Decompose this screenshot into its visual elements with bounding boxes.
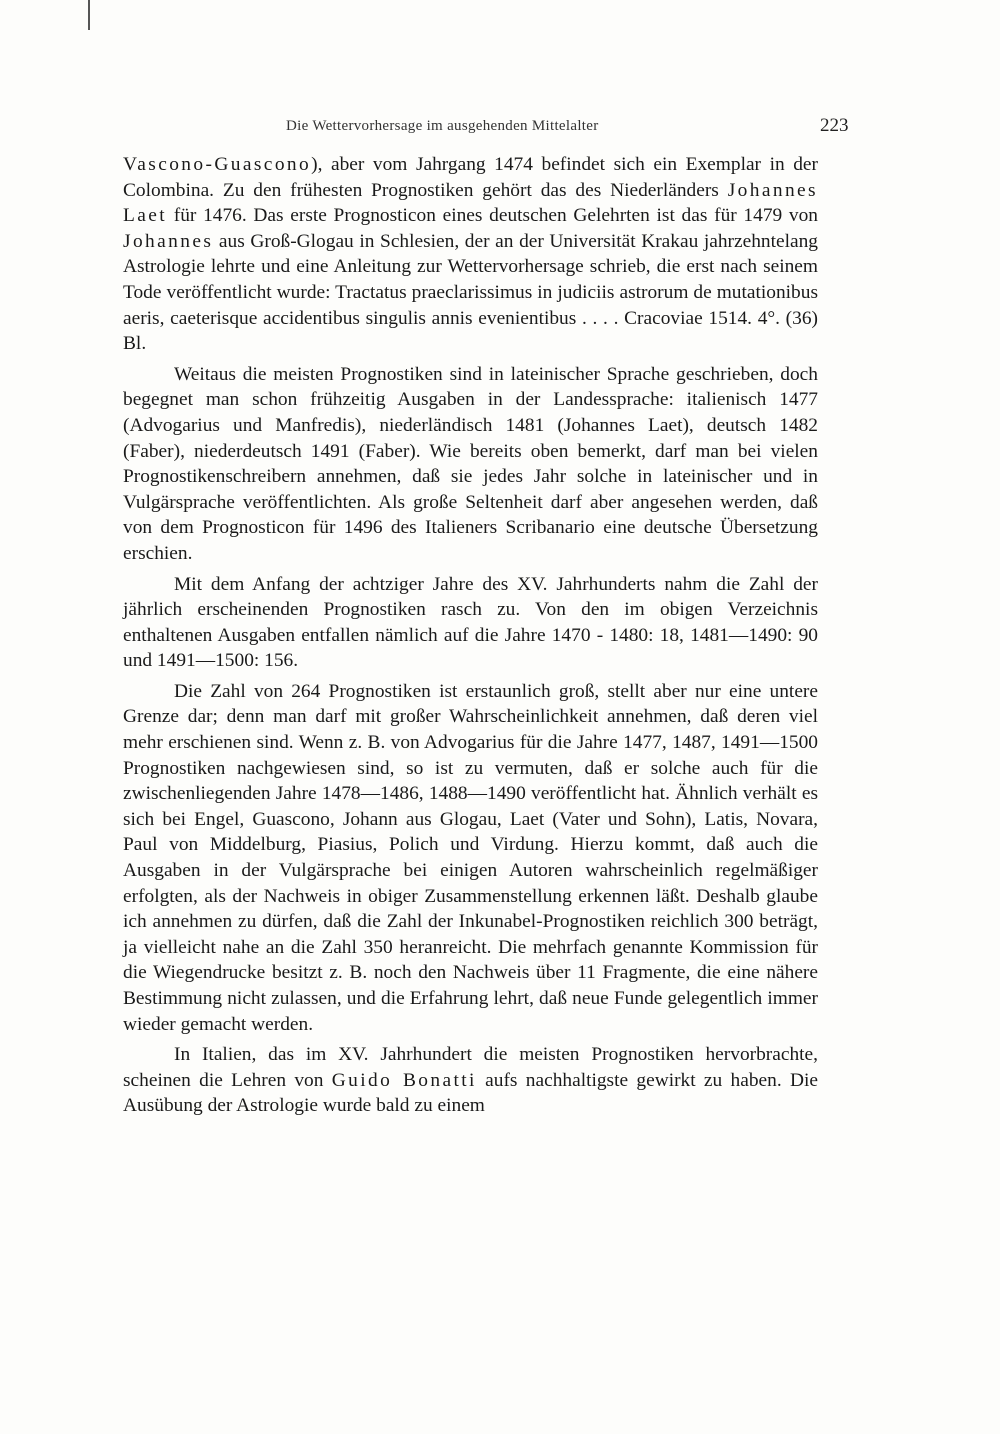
running-header: Die Wettervorhersage im ausgehenden Mittelalter (286, 118, 599, 134)
spaced-name: Johannes (123, 230, 214, 252)
page-number: 223 (820, 115, 849, 136)
paragraph (123, 572, 818, 674)
text-run: Mit dem Anfang der achtziger Jahre des XV. Jahrhunderts nahm die Zahl der jährlich erscheinenden Prognostiken rasch zu. Von den im obigen Verzeichnis enthaltenen Ausgaben entfallen nämlich auf die Jahre 1470 - 1480: 18, 1481—1490: 90 und 1491—1500: 156. (123, 573, 818, 672)
paragraph (123, 1042, 818, 1119)
text-run: aus Groß-Glogau in Schlesien, der an der Universität Krakau jahrzehntelang Astrologie lehrte und eine Anleitung zur Wettervorhersage schrieb, die erst nach seinem Tode veröffentlicht wurde: Tractatus praeclarissimus in judiciis astrorum de mutationibus aeris, caeterisque accidentibus singulis annis evenientibus . . . . Cracoviae 1514. 4°. (36) Bl. (123, 230, 818, 355)
text-run: In Italien, das im XV. Jahrhundert die meisten Prognostiken hervorbrachte, scheinen die Lehren von (123, 1044, 818, 1091)
paragraph (123, 152, 818, 357)
spaced-name: Vascono-Guascono (123, 154, 312, 175)
body-text (123, 152, 818, 1124)
text-run: ), aber vom Jahrgang 1474 befindet sich ein Exemplar in der Colombina. Zu den frühesten Prognostiken gehört das des Niederländers (123, 154, 818, 201)
paragraph (123, 679, 818, 1037)
spaced-name: Guido Bonatti (331, 1069, 477, 1091)
page-edge-mark (88, 0, 90, 30)
paragraph (123, 362, 818, 567)
text-run: aufs nachhaltigste gewirkt zu haben. Die Ausübung der Astrologie wurde bald zu einem (123, 1069, 819, 1117)
text-run: Die Zahl von 264 Prognostiken ist erstaunlich groß, stellt aber nur eine untere Grenze dar; denn man darf mit großer Wahrscheinlichkeit annehmen, daß deren viel mehr erschienen sind. Wenn z. B. von Advogarius für die Jahre 1477, 1487, 1491—1500 Prognostiken nachgewiesen sind, so ist zu vermuten, daß er solche auch für die zwischenliegenden Jahre 1478—1486, 1488—1490 veröffentlicht hat. Ähnlich verhält es sich bei Engel, Guascono, Johann aus Glogau, Laet (Vater und Sohn), Latis, Novara, Paul von Middelburg, Piasius, Polich und Virdung. Hierzu kommt, daß auch die Ausgaben in der Vulgärsprache bei einigen Autoren wahrscheinlich regelmäßiger erfolgten, als der Nachweis in obiger Zusammenstellung erkennen läßt. Deshalb glaube ich annehmen zu dürfen, daß die Zahl der Inkunabel-Prognostiken reichlich 300 beträgt, ja vielleicht nahe an die Zahl 350 heranreicht. Die mehrfach genannte Kommission für die Wiegendrucke besitzt z. B. noch den Nachweis über 11 Fragmente, die eine nähere Bestimmung nicht zulassen, und die Erfahrung lehrt, daß neue Funde gelegentlich immer wieder gemacht werden. (123, 680, 818, 1035)
text-run: für 1476. Das erste Prognosticon eines deutschen Gelehrten ist das für 1479 von (167, 205, 818, 227)
spaced-name: Johannes Laet (123, 179, 818, 227)
text-run: Weitaus die meisten Prognostiken sind in lateinischer Sprache geschrieben, doch begegnet man schon frühzeitig Ausgaben in der Landessprache: italienisch 1477 (Advogarius und Manfredis), niederländisch 1481 (Johannes Laet), deutsch 1482 (Faber), niederdeutsch 1491 (Faber). Wie bereits oben bemerkt, darf man bei vielen Prognostikenschreibern annehmen, daß sie jedes Jahr solche in lateinischer und in Vulgärsprache veröffentlichten. Als große Seltenheit darf aber angesehen werden, daß von dem Prognosticon für 1496 des Italieners Scribanario eine deutsche Übersetzung erschien. (123, 363, 818, 564)
